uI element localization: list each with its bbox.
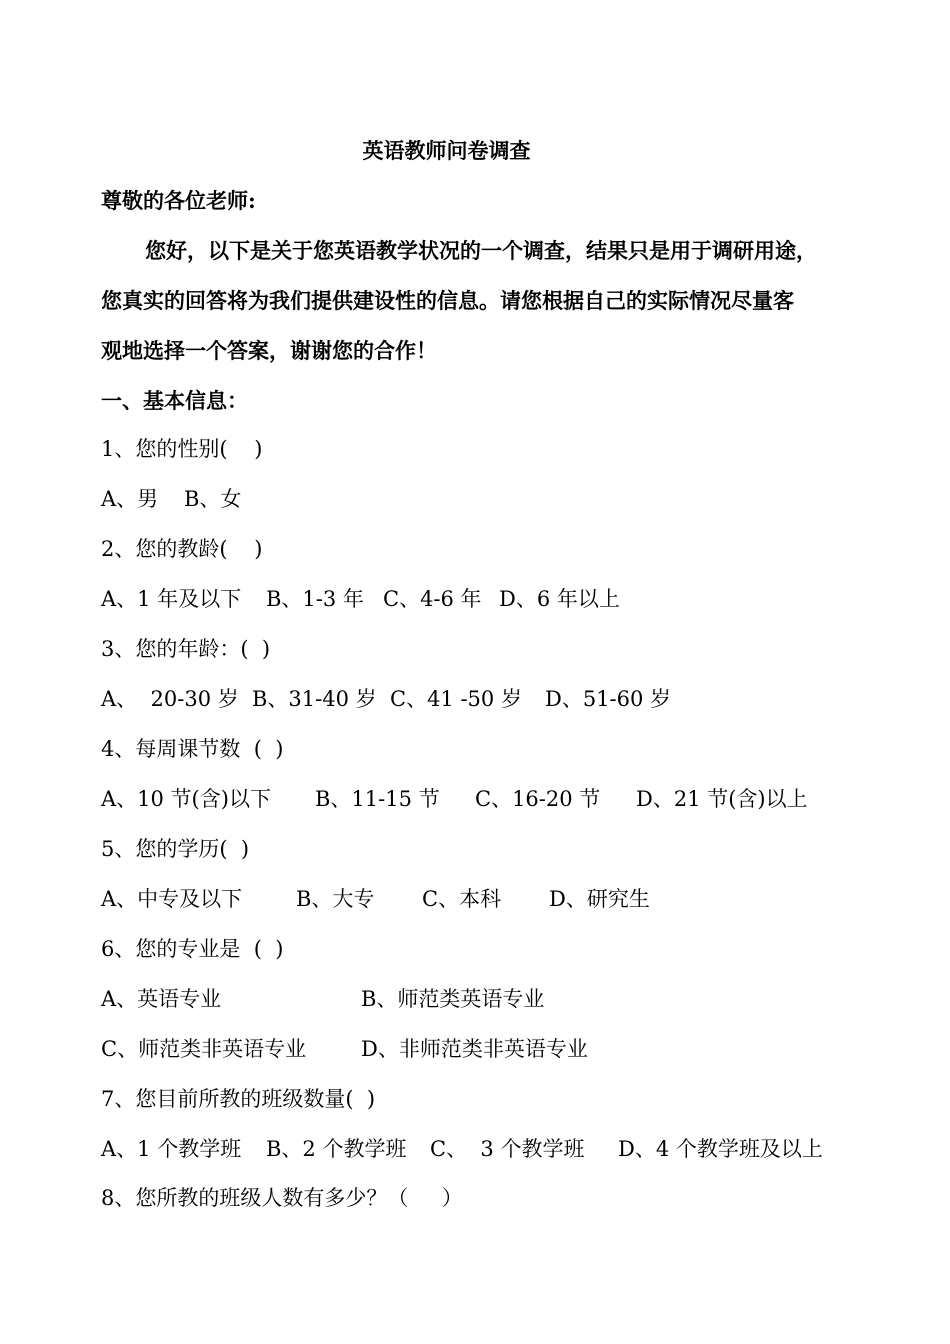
intro-line-2: 您真实的回答将为我们提供建设性的信息。请您根据自己的实际情况尽量客: [101, 288, 794, 313]
question-6: 6、您的专业是 ( ): [101, 937, 284, 961]
question-4: 4、每周课节数 ( ): [101, 737, 284, 761]
question-4-option-a: A、10 节(含)以下: [101, 787, 271, 811]
question-7-option-d: D、4 个教学班及以上: [618, 1137, 823, 1161]
question-3: 3、您的年龄：( ): [101, 637, 271, 661]
question-6-option-a: A、英语专业: [101, 987, 222, 1011]
section-heading: 一、基本信息：: [101, 388, 248, 413]
question-7-option-b: B、2 个教学班: [266, 1137, 407, 1161]
question-3-option-a: A、 20-30 岁: [101, 687, 239, 711]
question-1: 1、您的性别( ): [101, 437, 263, 461]
question-1-option-a: A、男: [101, 487, 159, 511]
question-3-option-b: B、31-40 岁: [252, 687, 377, 711]
question-3-option-d: D、51-60 岁: [545, 687, 672, 711]
question-4-option-b: B、11-15 节: [315, 787, 440, 811]
question-2-option-b: B、1-3 年: [266, 587, 364, 611]
question-6-option-d: D、非师范类非英语专业: [361, 1037, 588, 1061]
question-5: 5、您的学历( ): [101, 837, 250, 861]
question-8: 8、您所教的班级人数有多少？（ ）: [101, 1186, 463, 1210]
question-2-option-d: D、6 年以上: [499, 587, 620, 611]
question-5-option-c: C、本科: [422, 887, 502, 911]
question-7-option-c: C、 3 个教学班: [430, 1137, 585, 1161]
question-7: 7、您目前所教的班级数量( ): [101, 1087, 376, 1111]
question-5-option-b: B、大专: [296, 887, 375, 911]
question-3-option-c: C、41 -50 岁: [390, 687, 522, 711]
question-6-option-b: B、师范类英语专业: [361, 987, 545, 1011]
question-5-option-d: D、研究生: [549, 887, 650, 911]
question-5-option-a: A、中专及以下: [101, 887, 243, 911]
salutation: 尊敬的各位老师:: [101, 188, 256, 213]
question-6-option-c: C、师范类非英语专业: [101, 1037, 307, 1061]
question-4-option-d: D、21 节(含)以上: [636, 787, 808, 811]
document-title: 英语教师问卷调查: [362, 138, 531, 163]
question-1-option-b: B、女: [184, 487, 242, 511]
intro-line-1: 您好，以下是关于您英语教学状况的一个调查，结果只是用于调研用途，: [145, 238, 817, 263]
question-2-option-a: A、1 年及以下: [101, 587, 242, 611]
question-2: 2、您的教龄( ): [101, 537, 263, 561]
question-7-option-a: A、1 个教学班: [101, 1137, 242, 1161]
question-4-option-c: C、16-20 节: [475, 787, 601, 811]
question-2-option-c: C、4-6 年: [383, 587, 482, 611]
intro-line-3: 观地选择一个答案，谢谢您的合作！: [101, 338, 437, 363]
